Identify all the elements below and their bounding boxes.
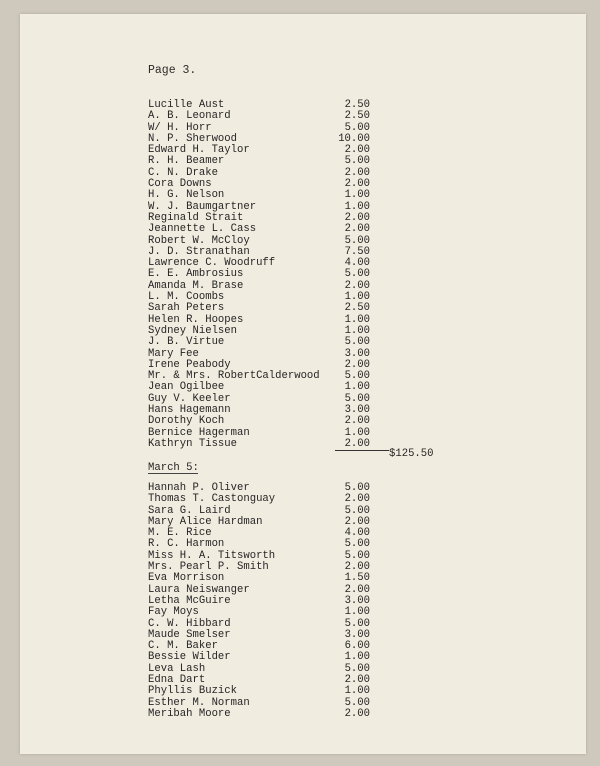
donor-row: [148, 111, 388, 122]
donor-name: Dorothy Koch: [148, 415, 225, 428]
donation-amount: 5.00: [344, 617, 370, 630]
donation-amount: 2.50: [344, 110, 370, 123]
donation-amount: 2.00: [344, 144, 370, 157]
donor-name: Lucille Aust: [148, 99, 225, 111]
donation-amount: 2.00: [344, 561, 370, 574]
donor-row: [148, 709, 388, 720]
donation-amount: 5.00: [344, 370, 370, 383]
donor-name: L. M. Coombs: [148, 291, 225, 304]
donor-row: [148, 224, 388, 235]
donor-row: [148, 337, 388, 348]
donation-amount: 1.50: [344, 572, 370, 585]
donor-name: Fay Moys: [148, 606, 199, 619]
donor-row: [148, 190, 388, 201]
donation-amount: 2.00: [344, 223, 370, 236]
donation-amount: 6.00: [344, 640, 370, 653]
donation-amount: 1.00: [344, 685, 370, 698]
donor-name: Mary Alice Hardman: [148, 515, 263, 528]
document-page: [20, 14, 586, 754]
donor-name: C. W. Hibbard: [148, 617, 231, 630]
donor-name: W. J. Baumgartner: [148, 200, 257, 213]
donation-amount: 5.00: [344, 392, 370, 405]
donor-name: Phyllis Buzick: [148, 685, 238, 698]
donation-amount: 3.00: [344, 347, 370, 360]
donation-amount: 5.00: [344, 549, 370, 562]
donation-amount: 1.00: [344, 189, 370, 202]
donation-amount: 2.00: [344, 358, 370, 371]
donation-amount: 10.00: [338, 132, 370, 145]
donation-amount: 3.00: [344, 404, 370, 417]
donor-name: Edward H. Taylor: [148, 144, 250, 157]
donation-amount: 5.00: [344, 121, 370, 134]
donor-name: R. C. Harmon: [148, 538, 225, 551]
donor-name: Maude Smelser: [148, 628, 231, 641]
donation-amount: 2.00: [344, 211, 370, 224]
donation-amount: 2.00: [344, 583, 370, 596]
donor-name: Mr. & Mrs. RobertCalderwood: [148, 370, 320, 383]
donor-name: Hans Hagemann: [148, 404, 231, 417]
donor-name: Eva Morrison: [148, 572, 225, 585]
donation-amount: 1.00: [344, 426, 370, 439]
donation-amount: 5.00: [344, 336, 370, 349]
donor-name: Jean Ogilbee: [148, 381, 225, 394]
donor-name: C. M. Baker: [148, 640, 218, 653]
donation-amount: 5.00: [344, 155, 370, 168]
donor-name: Kathryn Tissue: [148, 437, 238, 450]
donation-amount: 3.00: [344, 628, 370, 641]
donation-amount: 1.00: [344, 606, 370, 619]
donor-name: Lawrence C. Woodruff: [148, 257, 276, 270]
donor-list-2: [148, 483, 388, 720]
donor-name: Miss H. A. Titsworth: [148, 549, 276, 562]
donor-name: Esther M. Norman: [148, 696, 250, 709]
donation-amount: 3.00: [344, 594, 370, 607]
donation-amount: 2.00: [344, 515, 370, 528]
donor-name: Mrs. Pearl P. Smith: [148, 561, 269, 574]
donation-amount: 2.00: [344, 674, 370, 687]
donor-name: Jeannette L. Cass: [148, 223, 257, 236]
donor-name: Meribah Moore: [148, 707, 231, 720]
donor-name: Reginald Strait: [148, 211, 244, 224]
donor-name: R. H. Beamer: [148, 155, 225, 168]
donor-name: Guy V. Keeler: [148, 392, 231, 405]
donation-amount: 5.00: [344, 662, 370, 675]
donor-name: J. B. Virtue: [148, 336, 225, 349]
donor-name: C. N. Drake: [148, 166, 218, 179]
section-heading: March 5:: [148, 462, 199, 474]
donor-name: A. B. Leonard: [148, 110, 231, 123]
donor-name: Helen R. Hoopes: [148, 313, 244, 326]
page-label: Page 3.: [148, 64, 197, 77]
donor-name: Amanda M. Brase: [148, 279, 244, 292]
donor-row: [148, 607, 388, 618]
total-rule: [335, 450, 389, 451]
donor-row: [148, 686, 388, 697]
donor-row: [148, 573, 388, 584]
donor-name: Leva Lash: [148, 662, 206, 675]
donor-name: H. G. Nelson: [148, 189, 225, 202]
donation-amount: 2.00: [344, 437, 370, 450]
donor-name: M. E. Rice: [148, 527, 212, 540]
donor-name: Sarah Peters: [148, 302, 225, 315]
donation-amount: 1.00: [344, 200, 370, 213]
donation-amount: 5.00: [344, 234, 370, 247]
donor-name: Sydney Nielsen: [148, 324, 238, 337]
donation-amount: 2.00: [344, 178, 370, 191]
donor-name: Robert W. McCloy: [148, 234, 250, 247]
donation-amount: 2.00: [344, 279, 370, 292]
donor-name: N. P. Sherwood: [148, 132, 238, 145]
donor-name: Thomas T. Castonguay: [148, 493, 276, 506]
donor-name: Laura Neiswanger: [148, 583, 250, 596]
donation-amount: 4.00: [344, 257, 370, 270]
donor-list-1: [148, 100, 388, 450]
donation-amount: 5.00: [344, 538, 370, 551]
donation-amount: 1.00: [344, 324, 370, 337]
donation-amount: 5.00: [344, 696, 370, 709]
donor-name: Mary Fee: [148, 347, 199, 360]
section-total: $125.50: [389, 448, 434, 460]
donation-amount: 1.00: [344, 651, 370, 664]
donor-name: E. E. Ambrosius: [148, 268, 244, 281]
donor-name: Cora Downs: [148, 178, 212, 191]
donor-name: Edna Dart: [148, 674, 206, 687]
donor-row: [148, 439, 388, 450]
donor-name: Bernice Hagerman: [148, 426, 250, 439]
donation-amount: 1.00: [344, 291, 370, 304]
donation-amount: 2.50: [344, 302, 370, 315]
donation-amount: 1.00: [344, 381, 370, 394]
donation-amount: 5.00: [344, 268, 370, 281]
donation-amount: 2.00: [344, 707, 370, 720]
donor-name: Letha McGuire: [148, 594, 231, 607]
donation-amount: 5.00: [344, 504, 370, 517]
donor-name: Hannah P. Oliver: [148, 482, 250, 494]
donor-row: [148, 416, 388, 427]
donation-amount: 2.00: [344, 166, 370, 179]
donation-amount: 4.00: [344, 527, 370, 540]
donor-name: Irene Peabody: [148, 358, 231, 371]
donor-name: Bessie Wilder: [148, 651, 231, 664]
donation-amount: 7.50: [344, 245, 370, 258]
donor-name: Sara G. Laird: [148, 504, 231, 517]
donation-amount: 1.00: [344, 313, 370, 326]
donor-name: W/ H. Horr: [148, 121, 212, 134]
donor-name: J. D. Stranathan: [148, 245, 250, 258]
donor-row: [148, 303, 388, 314]
donation-amount: 2.00: [344, 493, 370, 506]
donation-amount: 2.00: [344, 415, 370, 428]
donation-amount: 5.00: [344, 482, 370, 494]
donor-row: [148, 494, 388, 505]
donation-amount: 2.50: [344, 99, 370, 111]
section-heading-underline: [148, 473, 198, 474]
